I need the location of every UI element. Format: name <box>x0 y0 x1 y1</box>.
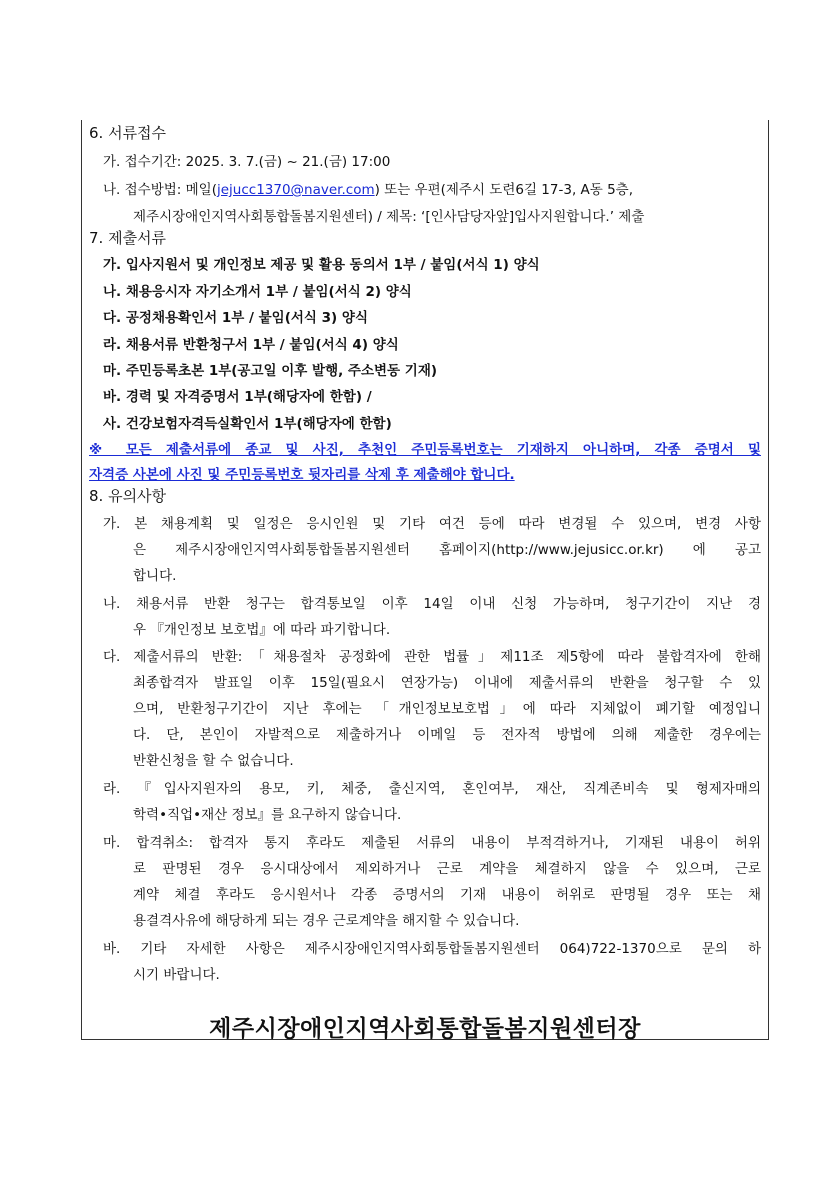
note-na-line1: 나. 채용서류 반환 청구는 합격통보일 이후 14일 이내 신청 가능하며, 청구기간이 지난 경 <box>103 596 761 612</box>
doc-item: 바. 경력 및 자격증명서 1부(해당자에 한함) / <box>103 389 372 405</box>
receipt-method-suffix: ) 또는 우편(제주시 도련6길 17-3, A동 5층, <box>374 182 634 198</box>
warning-notice-line2: 자격증 사본에 사진 및 주민등록번호 뒷자리를 삭제 후 제출해야 합니다. <box>89 467 515 483</box>
section-8-title: 8. 유의사항 <box>89 487 167 505</box>
receipt-method-line2: 제주시장애인지역사회통합돌봄지원센터) / 제목: ‘[인사담당자앞]입사지원합니다.’ 제출 <box>133 209 645 225</box>
note-ga-line3: 합니다. <box>133 568 177 584</box>
receipt-method <box>103 180 633 200</box>
section-6-title: 6. 서류접수 <box>89 124 167 142</box>
note-da-line5: 반환신청을 할 수 없습니다. <box>133 753 294 769</box>
receipt-period: 가. 접수기간: 2025. 3. 7.(금) ~ 21.(금) 17:00 <box>103 154 391 170</box>
note-ra-line1: 라. 『입사지원자의 용모, 키, 체중, 출신지역, 혼인여부, 재산, 직계존비속 및 형제자매의 <box>103 781 761 797</box>
note-ba-line2: 시기 바랍니다. <box>133 967 220 983</box>
note-da-line2: 최종합격자 발표일 이후 15일(필요시 연장가능) 이내에 제출서류의 반환을 청구할 수 있 <box>133 675 761 691</box>
receipt-method-prefix: 나. 접수방법: 메일( <box>103 182 217 198</box>
note-ra-line2: 학력•직업•재산 정보』를 요구하지 않습니다. <box>133 807 402 823</box>
note-na-line2: 우 『개인정보 보호법』에 따라 파기합니다. <box>133 622 391 638</box>
doc-item: 사. 건강보험자격득실확인서 1부(해당자에 한함) <box>103 416 392 432</box>
note-ga-line1: 가. 본 채용계획 및 일정은 응시인원 및 기타 여건 등에 따라 변경될 수 있으며, 변경 사항 <box>103 516 761 532</box>
doc-item: 나. 채용응시자 자기소개서 1부 / 붙임(서식 2) 양식 <box>103 284 412 300</box>
note-da-line1: 다. 제출서류의 반환:「채용절차 공정화에 관한 법률」제11조 제5항에 따라 불합격자에 한해 <box>103 649 761 665</box>
doc-item: 다. 공정채용확인서 1부 / 붙임(서식 3) 양식 <box>103 310 368 326</box>
email-link[interactable]: jejucc1370@naver.com <box>216 182 375 198</box>
doc-item: 가. 입사지원서 및 개인정보 제공 및 활용 동의서 1부 / 붙임(서식 1) 양식 <box>103 257 540 273</box>
doc-item: 라. 채용서류 반환청구서 1부 / 붙임(서식 4) 양식 <box>103 337 399 353</box>
note-ma-line3: 계약 체결 후라도 응시원서나 각종 증명서의 기재 내용이 허위로 판명될 경우 또는 채 <box>133 887 761 903</box>
note-ga-line2: 은 제주시장애인지역사회통합돌봄지원센터 홈페이지(http://www.jejusicc.or.kr) 에 공고 <box>133 542 761 558</box>
note-da-line4: 다. 단, 본인이 자발적으로 제출하거나 이메일 등 전자적 방법에 의해 제출한 경우에는 <box>133 727 761 743</box>
note-ba-line1: 바. 기타 자세한 사항은 제주시장애인지역사회통합돌봄지원센터 064)722-1370으로 문의 하 <box>103 941 761 957</box>
issuer-title: 제주시장애인지역사회통합돌봄지원센터장 <box>209 1016 641 1042</box>
note-da-line3: 으며, 반환청구기간이 지난 후에는 「개인정보보호법」에 따라 지체없이 폐기할 예정입니 <box>133 701 761 717</box>
warning-notice-line1: ※ 모든 제출서류에 종교 및 사진, 추천인 주민등록번호는 기재하지 아니하며, 각종 증명서 및 <box>89 442 761 458</box>
note-ma-line1: 마. 합격취소: 합격자 통지 후라도 제출된 서류의 내용이 부적격하거나, 기재된 내용이 허위 <box>103 835 761 851</box>
note-ma-line4: 용결격사유에 해당하게 되는 경우 근로계약을 해지할 수 있습니다. <box>133 913 520 929</box>
note-ma-line2: 로 판명된 경우 응시대상에서 제외하거나 근로 계약을 체결하지 않을 수 있으며, 근로 <box>133 861 761 877</box>
doc-item: 마. 주민등록초본 1부(공고일 이후 발행, 주소변동 기재) <box>103 363 438 379</box>
section-7-title: 7. 제출서류 <box>89 229 167 247</box>
